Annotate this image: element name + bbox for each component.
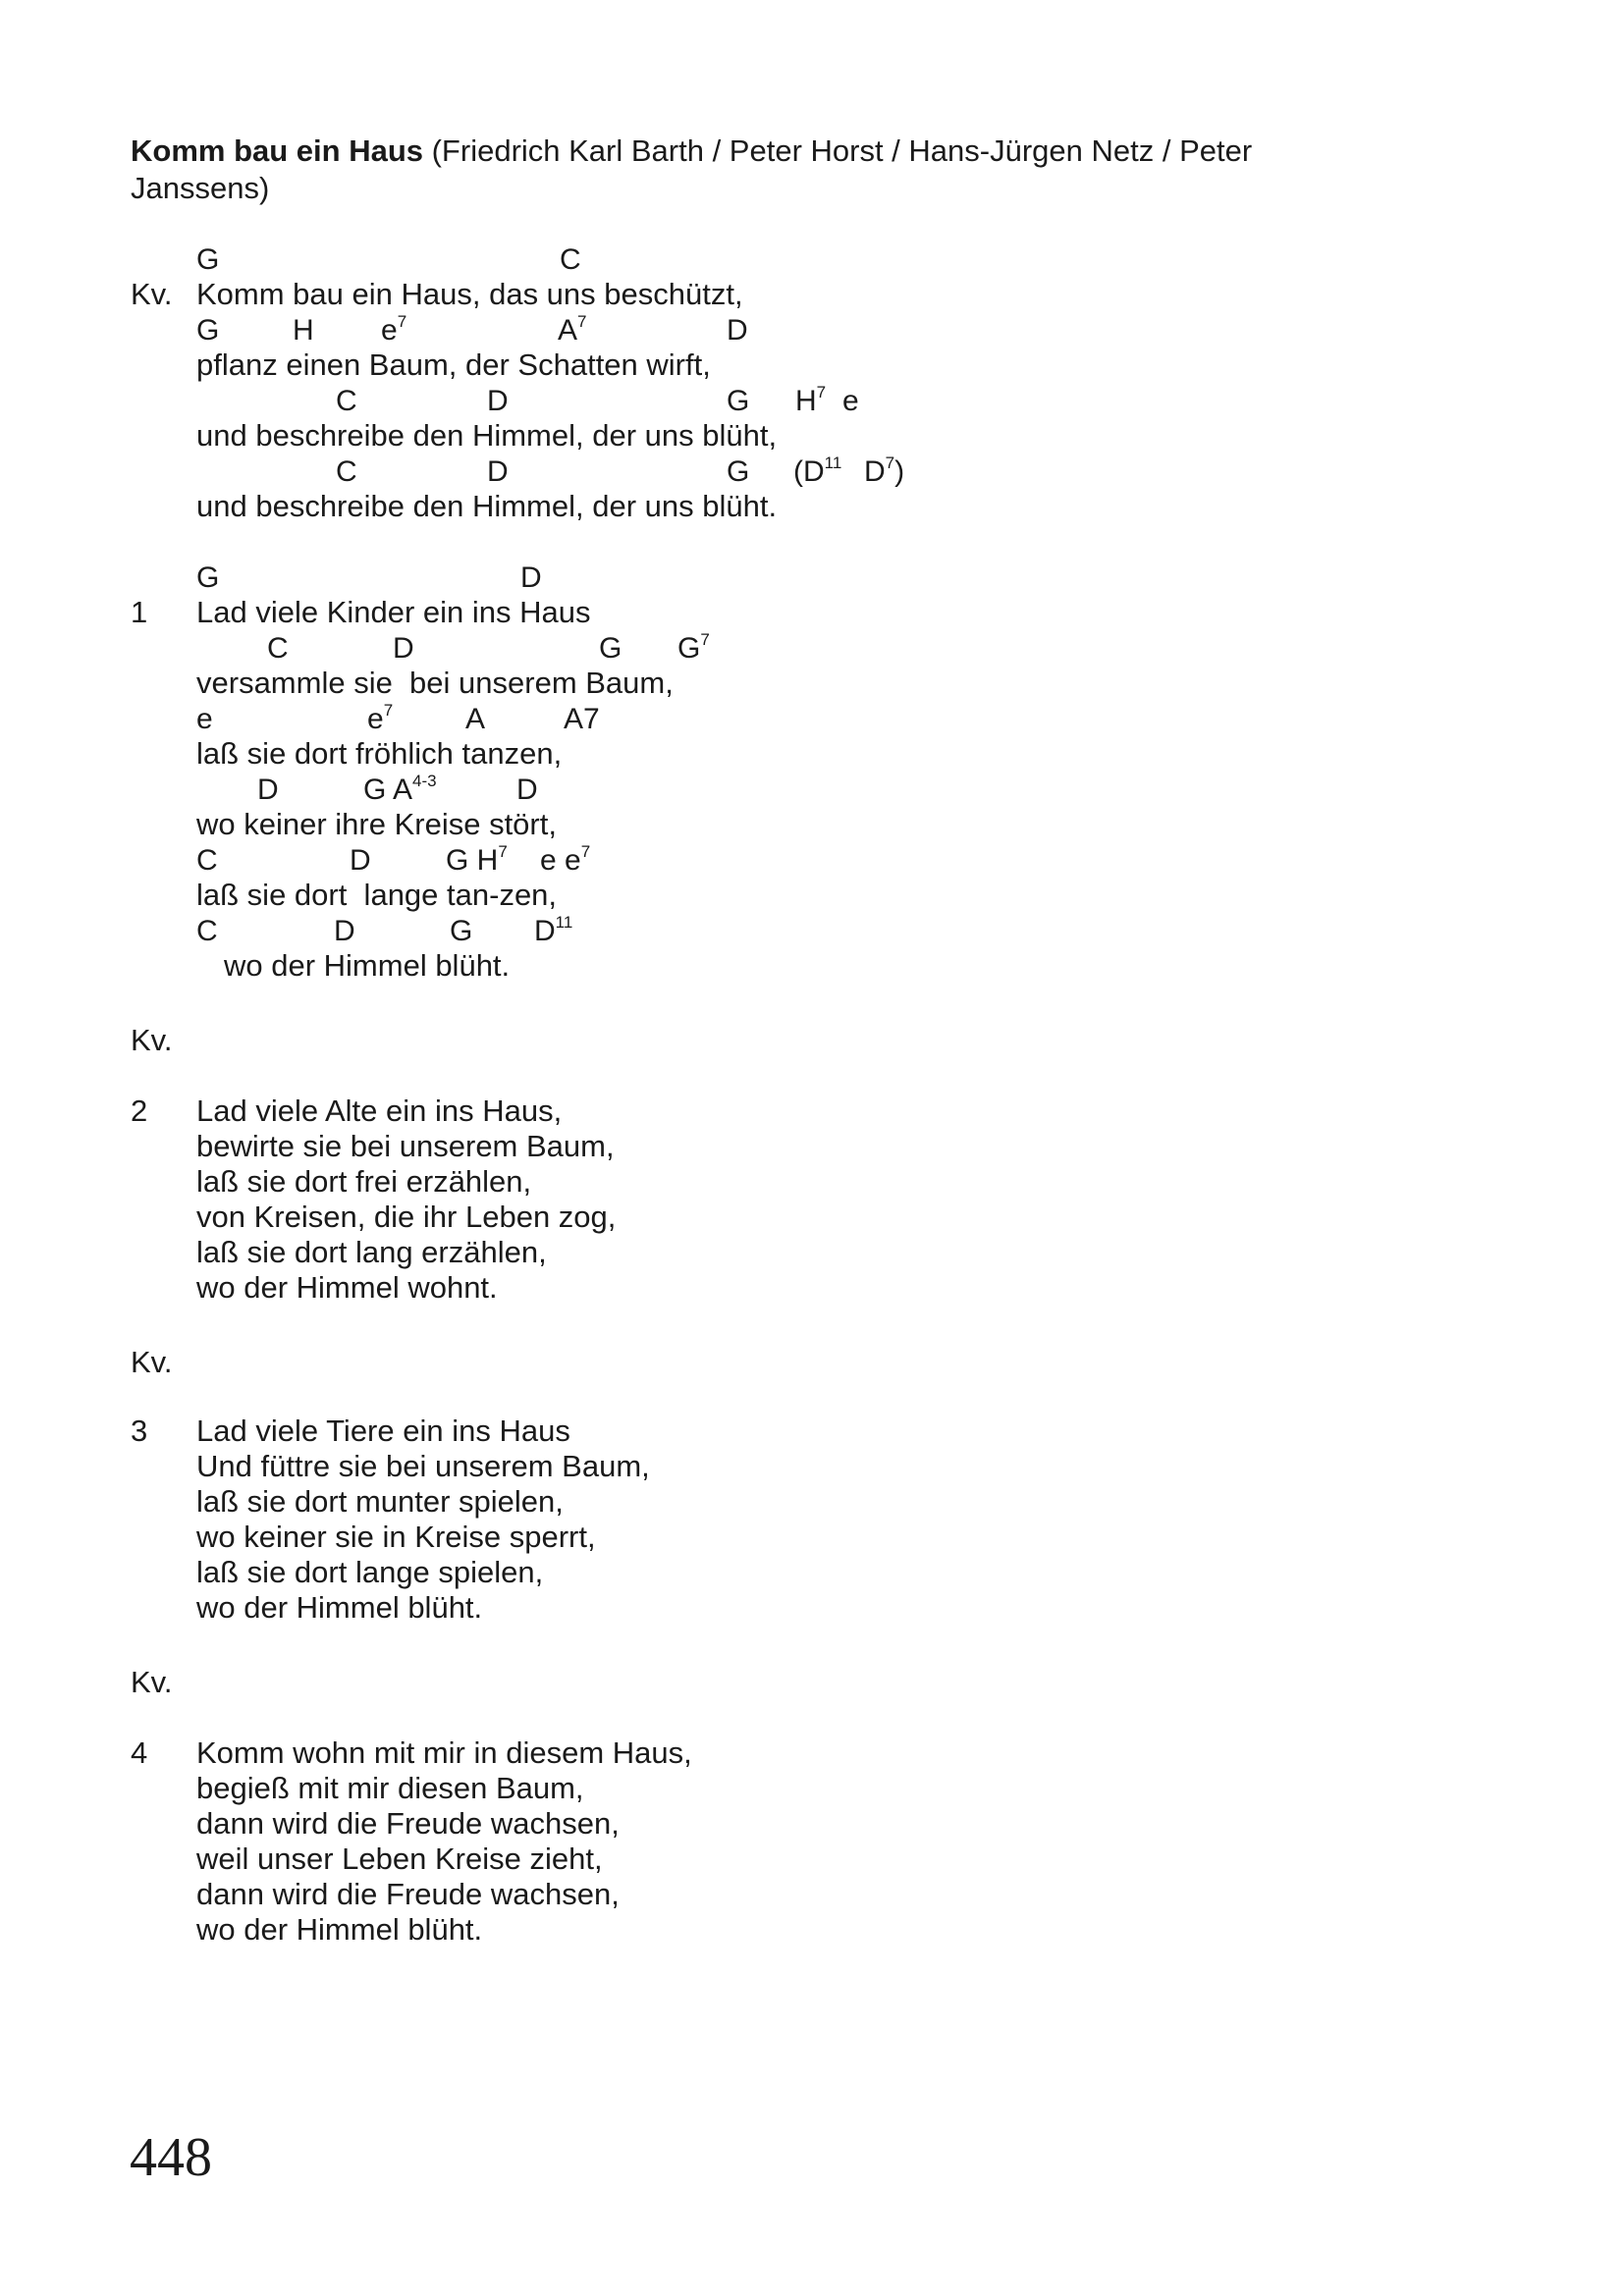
chord-with-extension [793,455,841,489]
verse-line: versammle sie bei unserem Baum, [196,666,674,700]
refrain-marker: Kv. [131,1023,173,1057]
chord-extension: 7 [816,383,827,401]
chord-extension: 4-3 [412,772,437,790]
chord: C [196,844,218,877]
chord-root: H [795,385,817,417]
verse-line: wo der Himmel wohnt. [196,1270,498,1305]
chord: C [336,455,357,488]
chord-with-extension [381,314,406,347]
chord-root: D [534,915,556,947]
refrain-line: pflanz einen Baum, der Schatten wirft, [196,347,711,382]
chord-with-extension [367,703,393,736]
chord: e [196,703,213,735]
song-header [131,133,1309,207]
chord: G [196,314,220,347]
verse-line: begieß mit mir diesen Baum, [196,1771,584,1805]
chord-with-extension [363,774,437,807]
chord: G [727,385,750,417]
chord: D [487,385,509,417]
chord: C [196,915,218,947]
page-number: 448 [130,2127,212,2188]
chord-with-extension [540,844,590,878]
verse-line: wo der Himmel blüht. [196,1912,483,1947]
chord-extension: 7 [383,701,394,720]
refrain-marker: Kv. [131,1345,173,1379]
chord: D [334,915,355,947]
chord: D [727,314,748,347]
chord-extension: 7 [700,630,710,649]
chord-with-extension [864,455,904,489]
verse-line: laß sie dort frei erzählen, [196,1164,532,1199]
chord-paren: ) [894,455,905,488]
refrain-line: und beschreibe den Himmel, der uns blüht, [196,418,778,453]
verse-line: bewirte sie bei unserem Baum, [196,1129,615,1163]
chord-extension: 7 [498,842,508,861]
chord-extension: 7 [397,312,407,331]
chord: G [450,915,473,947]
verse-number: 4 [131,1735,148,1770]
verse-line: Und füttre sie bei unserem Baum, [196,1449,650,1483]
verse-line: Lad viele Tiere ein ins Haus [196,1414,570,1448]
verse-line: laß sie dort lang erzählen, [196,1235,547,1269]
verse-line: von Kreisen, die ihr Leben zog, [196,1200,617,1234]
chord-root: A [558,314,578,347]
chord: G [599,632,622,665]
chord: G [196,243,220,276]
chord-extension: 11 [555,913,573,932]
chord-root: D [864,455,886,488]
chord-extension: 7 [885,454,895,472]
verse-line: dann wird die Freude wachsen, [196,1806,620,1841]
verse-line: laß sie dort lange tan-zen, [196,878,558,912]
chord: C [267,632,289,665]
chord-root: e [367,703,384,735]
chord: D [257,774,279,806]
chord-with-extension [446,844,508,878]
chord-extension: 11 [824,454,842,472]
chord: G [196,561,220,594]
verse-line: Lad viele Alte ein ins Haus, [196,1094,563,1128]
verse-line: Komm wohn mit mir in diesem Haus, [196,1735,692,1770]
chord: e [842,385,859,417]
chord: G [727,455,750,488]
chord: A [465,703,486,735]
chord: H [293,314,314,347]
song-title: Komm bau ein Haus [131,133,423,168]
verse-line: weil unser Leben Kreise zieht, [196,1842,603,1876]
chord-root: e [381,314,398,347]
chord-with-extension [677,632,710,666]
refrain-line: Komm bau ein Haus, das uns beschützt, [196,277,743,311]
chord: C [560,243,581,276]
chord: D [393,632,414,665]
chord-root: G A [363,774,413,806]
verse-number: 3 [131,1414,148,1448]
chord-with-extension [795,385,826,418]
verse-number: 1 [131,595,148,629]
chord: D [516,774,538,806]
chord: D [520,561,542,594]
chord-extension: 7 [577,312,587,331]
chord: D [487,455,509,488]
chord: C [336,385,357,417]
verse-line: laß sie dort lange spielen, [196,1555,544,1589]
verse-line: wo keiner ihre Kreise stört, [196,807,557,841]
chord-extension: 7 [580,842,591,861]
chord-root: e e [540,844,581,877]
refrain-label: Kv. [131,277,173,311]
chord-root: G H [446,844,499,877]
song-authors: (Friedrich Karl Barth / Peter Horst / Hans-Jürgen Netz / Peter Janssens) [131,133,1253,205]
verse-line: wo der Himmel blüht. [224,948,511,983]
verse-line: laß sie dort munter spielen, [196,1484,564,1519]
chord-with-extension [534,915,572,948]
refrain-marker: Kv. [131,1665,173,1699]
verse-line: wo keiner sie in Kreise sperrt, [196,1520,596,1554]
verse-number: 2 [131,1094,148,1128]
refrain-line: und beschreibe den Himmel, der uns blüht. [196,489,778,523]
chord: A7 [564,703,600,735]
chord-root: G [677,632,701,665]
chord-root: (D [793,455,825,488]
chord-with-extension [558,314,586,347]
chord: D [350,844,371,877]
verse-line: dann wird die Freude wachsen, [196,1877,620,1911]
verse-line: wo der Himmel blüht. [196,1590,483,1625]
verse-line: Lad viele Kinder ein ins Haus [196,595,591,629]
verse-line: laß sie dort fröhlich tanzen, [196,736,563,771]
